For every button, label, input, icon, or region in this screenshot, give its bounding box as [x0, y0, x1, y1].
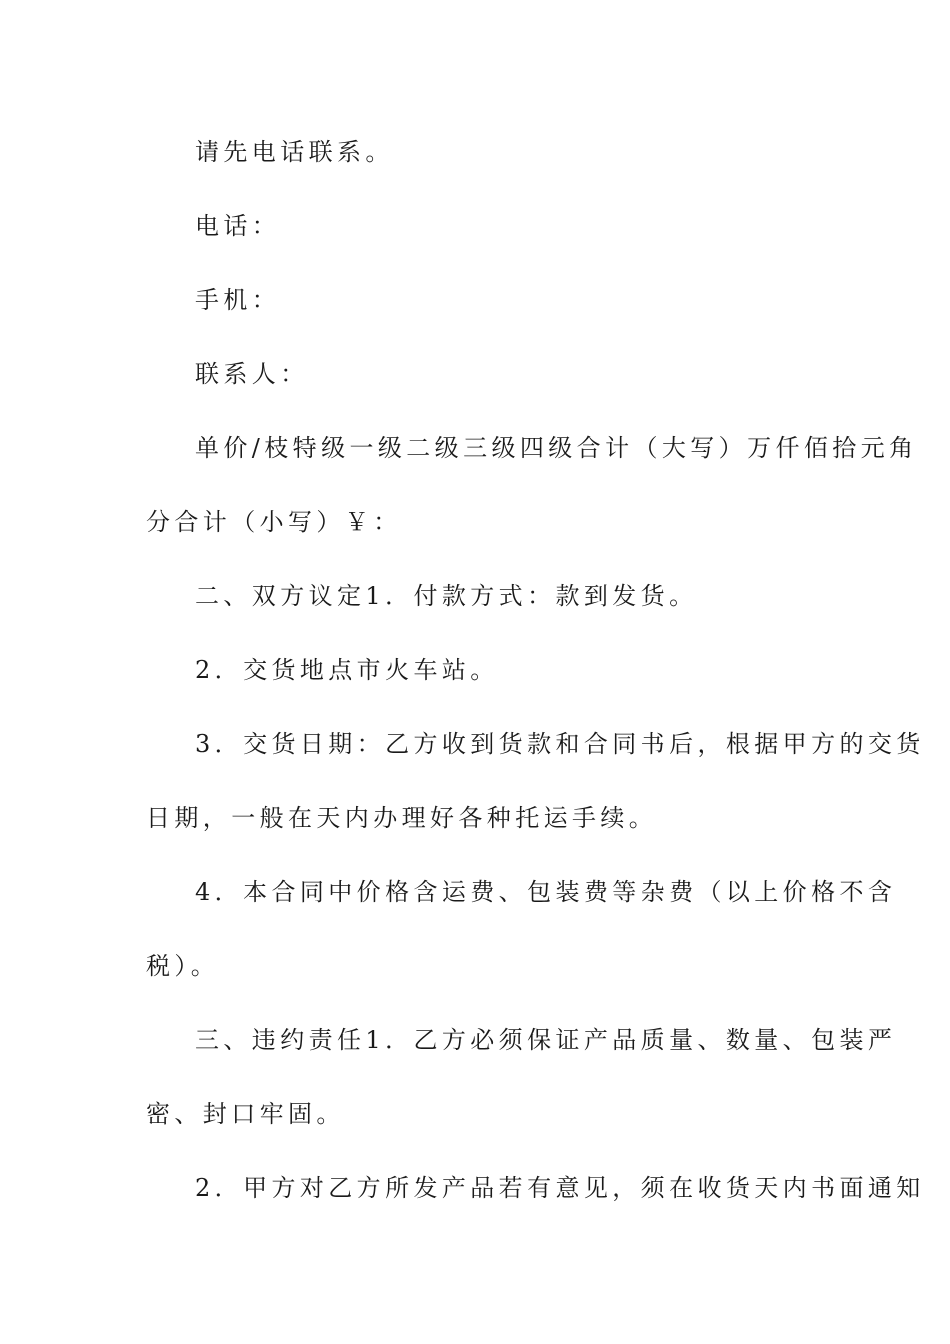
text-line-section-two: 二、双方议定1．付款方式：款到发货。: [195, 582, 698, 610]
text-line-total-lowercase: 分合计（小写）￥：: [146, 508, 402, 536]
text-line-price-terms: 4．本合同中价格含运费、包装费等杂费（以上价格不含: [195, 878, 897, 906]
text-line-delivery-date-cont: 日期，一般在天内办理好各种托运手续。: [146, 804, 658, 832]
text-line-phone: 电话：: [195, 212, 281, 240]
text-line-section-three-cont: 密、封口牢固。: [146, 1100, 345, 1128]
text-line-objection-notice: 2．甲方对乙方所发产品若有意见，须在收货天内书面通知: [195, 1174, 925, 1202]
text-line-contact-first: 请先电话联系。: [195, 138, 394, 166]
text-line-mobile: 手机：: [195, 286, 281, 314]
text-line-section-three: 三、违约责任1．乙方必须保证产品质量、数量、包装严: [195, 1026, 897, 1054]
text-line-price-terms-cont: 税）。: [146, 952, 220, 980]
text-line-delivery-date: 3．交货日期：乙方收到货款和合同书后，根据甲方的交货: [195, 730, 925, 758]
text-line-unit-price: 单价/枝特级一级二级三级四级合计（大写）万仟佰拾元角: [195, 434, 918, 462]
text-line-delivery-place: 2．交货地点市火车站。: [195, 656, 499, 684]
text-line-contact-person: 联系人：: [195, 360, 309, 388]
